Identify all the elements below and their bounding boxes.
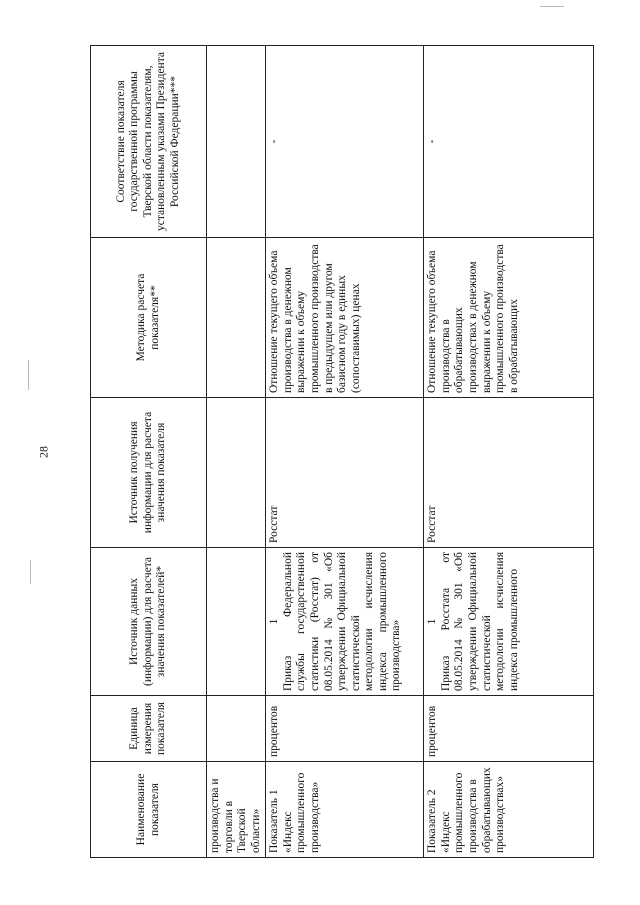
header-row <box>91 46 207 858</box>
cell-method: Отношение текущего объема производства в обрабатывающих производствах в денежном выражении к объему промышленного производства в обрабатывающих <box>424 238 594 398</box>
cell-unit: процентов <box>424 696 594 762</box>
data-source-number: 1 <box>268 618 281 625</box>
cell-unit <box>207 696 266 762</box>
scan-speck <box>30 560 31 584</box>
cell-name: Показатель 1 «Индекс промышленного производства» <box>266 762 424 858</box>
data-source-text: Приказ Росстата от 08.05.2014 № 301 «Об утверждении Официальной статистической методологии исчисления индекса промышленного <box>439 552 520 691</box>
table-row <box>207 46 266 858</box>
header-compliance: Соответствие показателя государственной программы Тверской области показателям, установленным указами Президента Российской Федерации*** <box>91 46 207 238</box>
page-number-text: 28 <box>36 446 51 458</box>
table-row <box>266 46 424 858</box>
cell-compliance <box>207 46 266 238</box>
cell-data-source <box>207 548 266 696</box>
cell-data-source <box>266 548 424 696</box>
table-row <box>424 46 594 858</box>
header-unit: Единица измерения показателя <box>91 696 207 762</box>
indicator-table <box>90 45 594 858</box>
cell-method <box>207 238 266 398</box>
rotated-page <box>90 46 578 858</box>
scan-speck <box>540 6 564 7</box>
header-method: Методика расчета показателя** <box>91 238 207 398</box>
cell-method: Отношение текущего объема производства в денежном выражении к объему промышленного производства в предыдущем или другом базисном году в единых (сопоставимых) ценах <box>266 238 424 398</box>
cell-info-source: Росстат <box>424 398 594 548</box>
cell-compliance: - <box>266 46 424 238</box>
cell-unit: процентов <box>266 696 424 762</box>
cell-info-source <box>207 398 266 548</box>
data-source-text: Приказ Федеральной службы государственной статистики (Росстат) от 08.05.2014 № 301 «Об утверждении Официальной статистической методологии исчисления индекса промышленного производства» <box>281 552 403 691</box>
cell-data-source <box>424 548 594 696</box>
header-info-source: Источник получения информации для расчета значения показателя <box>91 398 207 548</box>
cell-name: Показатель 2 «Индекс промышленного производства в обрабатывающих производствах» <box>424 762 594 858</box>
cell-info-source: Росстат <box>266 398 424 548</box>
cell-name: производства и торговли в Тверской области» <box>207 762 266 858</box>
header-name: Наименование показателя <box>91 762 207 858</box>
scan-speck <box>28 360 29 390</box>
cell-compliance: - <box>424 46 594 238</box>
header-data-source: Источник данных (информации) для расчета значения показателей* <box>91 548 207 696</box>
data-source-number: 1 <box>426 618 439 625</box>
